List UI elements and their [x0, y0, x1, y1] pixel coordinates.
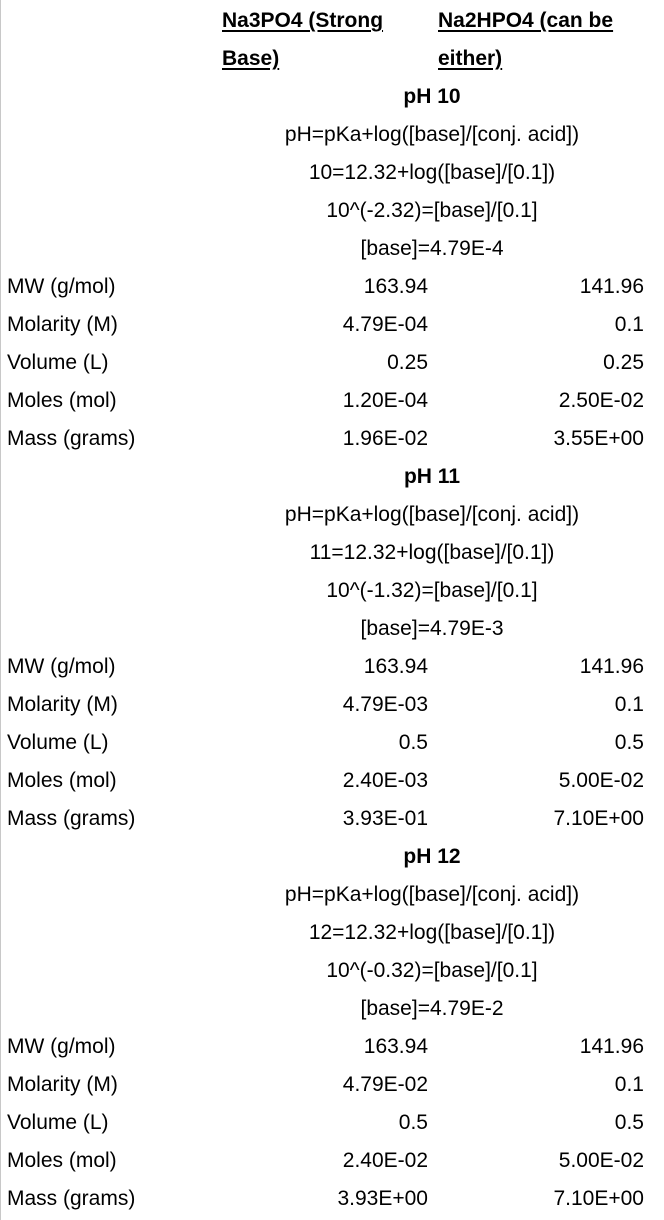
equation-row	[0, 990, 664, 1028]
na3po4-value[interactable]: 0.25	[387, 351, 428, 374]
na2hpo4-value[interactable]: 0.5	[614, 731, 644, 754]
section-title-row	[0, 458, 664, 496]
header-col-b-line1[interactable]: Na3PO4 (Strong	[222, 9, 384, 32]
row-label[interactable]: Moles (mol)	[7, 1149, 117, 1172]
table-row	[0, 762, 664, 800]
na3po4-value[interactable]: 163.94	[363, 655, 428, 678]
na3po4-value[interactable]: 163.94	[363, 275, 428, 298]
equation-row	[0, 230, 664, 268]
section-title-row	[0, 78, 664, 116]
na2hpo4-value[interactable]: 0.1	[614, 693, 644, 716]
equation-row	[0, 914, 664, 952]
equation-cell[interactable]: pH=pKa+log([base]/[conj. acid])	[284, 883, 580, 906]
row-label[interactable]: Molarity (M)	[7, 1073, 118, 1096]
equation-row	[0, 572, 664, 610]
equation-row	[0, 192, 664, 230]
row-label[interactable]: Moles (mol)	[7, 389, 117, 412]
na2hpo4-value[interactable]: 7.10E+00	[553, 1187, 644, 1210]
table-row	[0, 268, 664, 306]
na3po4-value[interactable]: 4.79E-03	[342, 693, 428, 716]
na2hpo4-value[interactable]: 141.96	[579, 1035, 644, 1058]
equation-cell[interactable]: [base]=4.79E-2	[360, 997, 504, 1020]
na2hpo4-value[interactable]: 141.96	[579, 655, 644, 678]
na2hpo4-value[interactable]: 5.00E-02	[558, 1149, 644, 1172]
na2hpo4-value[interactable]: 7.10E+00	[553, 807, 644, 830]
equation-cell[interactable]: 10=12.32+log([base]/[0.1])	[308, 161, 556, 184]
na3po4-value[interactable]: 4.79E-04	[342, 313, 428, 336]
na2hpo4-value[interactable]: 141.96	[579, 275, 644, 298]
table-row	[0, 800, 664, 838]
equation-row	[0, 154, 664, 192]
na2hpo4-value[interactable]: 0.25	[603, 351, 644, 374]
na2hpo4-value[interactable]: 0.5	[614, 1111, 644, 1134]
equation-cell[interactable]: 10^(-0.32)=[base]/[0.1]	[326, 959, 538, 982]
equation-row	[0, 610, 664, 648]
row-label[interactable]: MW (g/mol)	[7, 1035, 116, 1058]
section-title[interactable]: pH 11	[403, 465, 461, 488]
row-label[interactable]: Molarity (M)	[7, 313, 118, 336]
table-row	[0, 306, 664, 344]
equation-cell[interactable]: pH=pKa+log([base]/[conj. acid])	[284, 503, 580, 526]
na2hpo4-value[interactable]: 2.50E-02	[558, 389, 644, 412]
row-label[interactable]: Mass (grams)	[7, 807, 136, 830]
na3po4-value[interactable]: 3.93E-01	[342, 807, 428, 830]
table-row	[0, 1180, 664, 1218]
na3po4-value[interactable]: 1.96E-02	[342, 427, 428, 450]
table-row	[0, 1104, 664, 1142]
equation-row	[0, 952, 664, 990]
equation-row	[0, 534, 664, 572]
table-row	[0, 382, 664, 420]
na2hpo4-value[interactable]: 0.1	[614, 1073, 644, 1096]
na3po4-value[interactable]: 2.40E-02	[342, 1149, 428, 1172]
equation-cell[interactable]: 12=12.32+log([base]/[0.1])	[308, 921, 556, 944]
row-label[interactable]: MW (g/mol)	[7, 655, 116, 678]
equation-row	[0, 496, 664, 534]
equation-cell[interactable]: 10^(-1.32)=[base]/[0.1]	[326, 579, 538, 602]
row-label[interactable]: Molarity (M)	[7, 693, 118, 716]
row-label[interactable]: Mass (grams)	[7, 1187, 136, 1210]
equation-cell[interactable]: 11=12.32+log([base]/[0.1])	[309, 541, 555, 564]
equation-cell[interactable]: pH=pKa+log([base]/[conj. acid])	[284, 123, 580, 146]
header-col-c-line1[interactable]: Na2HPO4 (can be	[438, 9, 614, 32]
table-row	[0, 686, 664, 724]
equation-cell[interactable]: [base]=4.79E-3	[360, 617, 504, 640]
section-title-row	[0, 838, 664, 876]
row-label[interactable]: MW (g/mol)	[7, 275, 116, 298]
na3po4-value[interactable]: 1.20E-04	[342, 389, 428, 412]
table-row	[0, 1028, 664, 1066]
table-row	[0, 420, 664, 458]
na3po4-value[interactable]: 0.5	[398, 1111, 428, 1134]
header-row-2	[0, 40, 664, 78]
na3po4-value[interactable]: 4.79E-02	[342, 1073, 428, 1096]
table-row	[0, 1142, 664, 1180]
equation-cell[interactable]: [base]=4.79E-4	[360, 237, 504, 260]
na3po4-value[interactable]: 0.5	[398, 731, 428, 754]
table-row	[0, 648, 664, 686]
header-col-c-line2[interactable]: either)	[438, 47, 503, 70]
header-row-1	[0, 2, 664, 40]
na3po4-value[interactable]: 2.40E-03	[342, 769, 428, 792]
na2hpo4-value[interactable]: 3.55E+00	[553, 427, 644, 450]
equation-row	[0, 876, 664, 914]
section-title[interactable]: pH 12	[403, 845, 461, 868]
row-label[interactable]: Moles (mol)	[7, 769, 117, 792]
row-label[interactable]: Volume (L)	[7, 1111, 109, 1134]
na3po4-value[interactable]: 3.93E+00	[337, 1187, 428, 1210]
na3po4-value[interactable]: 163.94	[363, 1035, 428, 1058]
table-row	[0, 344, 664, 382]
table-row	[0, 1066, 664, 1104]
equation-row	[0, 116, 664, 154]
row-label[interactable]: Mass (grams)	[7, 427, 136, 450]
row-label[interactable]: Volume (L)	[7, 731, 109, 754]
na2hpo4-value[interactable]: 0.1	[614, 313, 644, 336]
table-row	[0, 724, 664, 762]
header-col-b-line2[interactable]: Base)	[222, 47, 280, 70]
row-label[interactable]: Volume (L)	[7, 351, 109, 374]
na2hpo4-value[interactable]: 5.00E-02	[558, 769, 644, 792]
equation-cell[interactable]: 10^(-2.32)=[base]/[0.1]	[326, 199, 538, 222]
section-title[interactable]: pH 10	[403, 85, 461, 108]
